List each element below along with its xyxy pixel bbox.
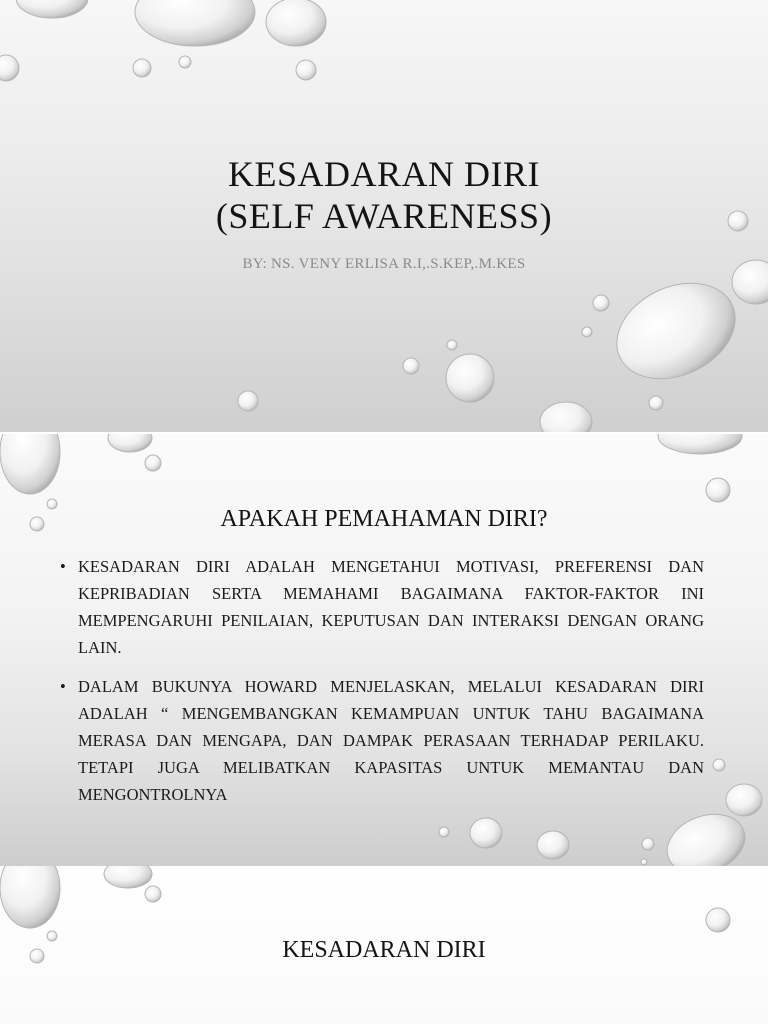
bullet-list [58,553,704,820]
bullet-item: • KESADARAN DIRI ADALAH MENGETAHUI MOTIVASI, PREFERENSI DAN KEPRIBADIAN SERTA MEMAHAMI BAGAIMANA FAKTOR-FAKTOR INI MEMPENGARUHI PENILAIAN, KEPUTUSAN DAN INTERAKSI DENGAN ORANG LAIN. [58,553,704,661]
slide-3-title: KESADARAN DIRI [282,937,486,963]
slide-1 [0,0,768,432]
slide-title [0,153,768,237]
title-line-2: (SELF AWARENESS) [215,196,553,236]
slide-2-title: APAKAH PEMAHAMAN DIRI? [220,506,548,532]
bullet-item: • DALAM BUKUNYA HOWARD MENJELASKAN, MELALUI KESADARAN DIRI ADALAH “ MENGEMBANGKAN KEMAMPUAN UNTUK TAHU BAGAIMANA MERASA DAN MENGAPA, DAN DAMPAK PERASAAN TERHADAP PERILAKU. TETAPI JUGA MELIBATKAN KAPASITAS UNTUK MEMANTAU DAN MENGONTROLNYA [58,673,704,808]
slide-subtitle: BY: NS. VENY ERLISA R.I,.S.KEP,.M.KES [242,256,526,272]
title-line-1: KESADARAN DIRI [228,154,540,194]
